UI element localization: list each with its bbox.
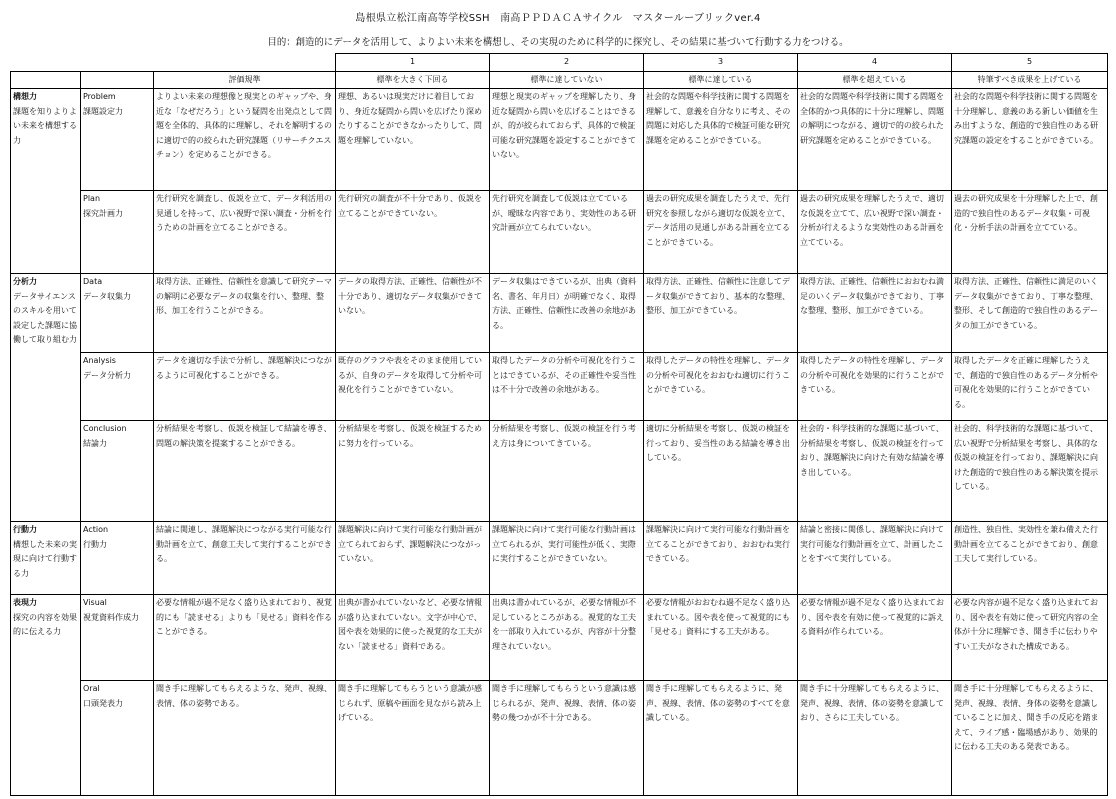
level-cell: 創造性、独自性、実効性を兼ね備えた行動計画を立てることができており、創意工夫して実行している。: [952, 522, 1108, 595]
category-name: 構想力: [13, 92, 37, 101]
subskill-plan: [81, 191, 154, 274]
subskill-ja: 結論力: [83, 438, 107, 448]
subskill-oral: [81, 681, 154, 796]
level-number-spacer: [11, 54, 336, 72]
document-title: 島根県立松江南高等学校SSH 南高ＰＰＤＡＣＡサイクル マスタールーブリックver.4: [355, 13, 761, 24]
level-cell: 理想と現実のギャップを理解したり、身近な疑問から問いを広げることはできるが、的が絞られておらず、具体的で検証可能な研究課題を設定することができていない。: [490, 89, 644, 191]
subskill-ja: データ分析力: [83, 370, 131, 380]
level-cell: 聞き手に理解してもらうという意識が感じられず、原稿や画面を見ながら読み上げている。: [336, 681, 490, 796]
level-cell: 社会的な問題や科学技術に関する問題を全体的かつ具体的に十分に理解し、問題の解明につながる、適切で的の絞られた研究課題を定めることができている。: [798, 89, 952, 191]
criteria-cell: よりよい未来の理想像と現実とのギャップや、身近な「なぜだろう」という疑問を出発点として問題を全体的、具体的に理解し、それを解明するのに適切で的の絞られた研究課題（リサーチクエスチョン）を定めることができる。: [154, 89, 336, 191]
category-cell-hyougen: [11, 595, 81, 796]
level-label: 標準に達していない: [490, 71, 644, 89]
level-label: 標準を超えている: [798, 71, 952, 89]
criteria-cell: 聞き手に理解してもらえるような、発声、視線、表情、体の姿勢である。: [154, 681, 336, 796]
level-cell: 取得したデータの特性を理解し、データの分析や可視化を効果的に行うことができている。: [798, 353, 952, 421]
criteria-cell: 必要な情報が過不足なく盛り込まれており、視覚的にも「読ませる」よりも「見せる」資料を作ることができる。: [154, 595, 336, 681]
level-cell: データ収集はできているが、出典（資料名、書名、年月日）が明確でなく、取得方法、正確性、信頼性に改善の余地がある。: [490, 274, 644, 353]
level-cell: 社会的な問題や科学技術に関する問題を十分理解し、意義のある新しい価値を生み出すような、創造的で独自性のある研究課題の設定をすることができている。: [952, 89, 1108, 191]
subskill-data: [81, 274, 154, 353]
level-label: 特筆すべき成果を上げている: [952, 71, 1108, 89]
level-cell: 分析結果を考察し、仮説を検証するために努力を行っている。: [336, 421, 490, 522]
level-cell: 聞き手に理解してもらうという意識は感じられるが、発声、視線、表情、体の姿勢の幾つかが不十分である。: [490, 681, 644, 796]
criteria-header: 評価規準: [154, 71, 336, 89]
level-cell: 先行研究を調査して仮説は立てているが、曖昧な内容であり、実効性のある研究計画が立てられていない。: [490, 191, 644, 274]
level-cell: 社会的、科学技術的な課題に基づいて、広い視野で分析結果を考察し、具体的な仮説の検証を行っており、課題解決に向けた創造的で独自性のある解決策を提示している。: [952, 421, 1108, 522]
subskill-analysis: [81, 353, 154, 421]
level-cell: 取得方法、正確性、信頼性におおむね満足のいくデータ収集ができており、丁寧な整理、整形、加工ができている。: [798, 274, 952, 353]
subskill-action: [81, 522, 154, 595]
subskill-ja: データ収集力: [83, 291, 131, 301]
criteria-cell: 分析結果を考察し、仮説を検証して結論を導き、問題の解決策を提案することができる。: [154, 421, 336, 522]
criteria-cell: 先行研究を調査し、仮説を立て、データ利活用の見通しを持って、広い視野で深い調査・分析を行うための計画を立てることができる。: [154, 191, 336, 274]
category-cell-koudou: [11, 522, 81, 595]
level-number: 3: [644, 54, 798, 72]
category-description: データサイエンスのスキルを用いて設定した課題に協働して取り組む力: [13, 291, 77, 344]
subskill-en: Problem: [83, 92, 116, 101]
level-cell: 社会的・科学技術的な課題に基づいて、分析結果を考察し、仮説の検証を行っており、課題解決に向けた有効な結論を導き出している。: [798, 421, 952, 522]
level-cell: 出典は書かれているが、必要な情報が不足しているところがある。視覚的な工夫を一部取り入れているが、内容が十分整理されていない。: [490, 595, 644, 681]
category-name: 分析力: [13, 277, 37, 286]
rubric-row-conclusion: [11, 421, 1108, 522]
subskill-ja: 探究計画力: [83, 208, 123, 218]
criteria-cell: 結論に関連し、課題解決につながる実行可能な行動計画を立て、創意工夫して実行することができる。: [154, 522, 336, 595]
header-blank: [81, 71, 154, 89]
level-cell: 取得方法、正確性、信頼性に注意してデータ収集ができており、基本的な整理、整形、加工ができている。: [644, 274, 798, 353]
level-cell: 既存のグラフや表をそのまま使用しているが、自身のデータを取得して分析や可視化を行うことができていない。: [336, 353, 490, 421]
category-name: 表現力: [13, 598, 37, 607]
subskill-ja: 口頭発表力: [83, 698, 123, 708]
level-cell: 過去の研究成果を十分理解した上で、創造的で独自性のあるデータ収集・可視化・分析手法の計画を立てている。: [952, 191, 1108, 274]
category-cell-kousou: [11, 89, 81, 274]
level-cell: 必要な情報が過不足なく盛り込まれており、図や表を有効に使って視覚的に訴える資料が作られている。: [798, 595, 952, 681]
level-cell: 必要な情報がおおむね過不足なく盛り込まれている。図や表を使って視覚的にも「見せる」資料にする工夫がある。: [644, 595, 798, 681]
rubric-table: [10, 53, 1108, 796]
rubric-row-visual: [11, 595, 1108, 681]
level-cell: 適切に分析結果を考察し、仮説の検証を行っており、妥当性のある結論を導き出している。: [644, 421, 798, 522]
category-description: 探究の内容を効果的に伝える力: [13, 612, 77, 636]
level-cell: 理想、あるいは現実だけに着目しており、身近な疑問から問いを広げたり深めたりすることができなかったりして、問題を理解していない。: [336, 89, 490, 191]
level-cell: データの取得方法、正確性、信頼性が不十分であり、適切なデータ収集ができていない。: [336, 274, 490, 353]
level-cell: 過去の研究成果を理解したうえで、適切な仮説を立てて、広い視野で深い調査・分析が行えるような実効性のある計画を立てている。: [798, 191, 952, 274]
subskill-en: Conclusion: [83, 424, 127, 433]
subskill-problem: [81, 89, 154, 191]
level-number: 4: [798, 54, 952, 72]
subskill-ja: 視覚資料作成力: [83, 612, 139, 622]
level-cell: 出典が書かれていないなど、必要な情報が盛り込まれていない。文字が中心で、図や表を効果的に使った視覚的な工夫がない「読ませる」資料である。: [336, 595, 490, 681]
subskill-en: Analysis: [83, 356, 116, 365]
level-cell: 聞き手に十分理解してもらえるように、発声、視線、表情、身体の姿勢を意識していることに加え、聞き手の反応を踏まえて、ライブ感・臨場感があり、効果的に伝わる工夫のある発表である。: [952, 681, 1108, 796]
level-cell: 課題解決に向けて実行可能な行動計画は立てられるが、実行可能性が低く、実際に実行することができていない。: [490, 522, 644, 595]
level-cell: 分析結果を考察し、仮説の検証を行う考え方は身についてきている。: [490, 421, 644, 522]
subskill-en: Action: [83, 525, 109, 534]
level-cell: 取得したデータを正確に理解したうえで、創造的で独自性のあるデータ分析や可視化を効果的に行うことができている。: [952, 353, 1108, 421]
level-cell: 課題解決に向けて実行可能な行動計画が立てられておらず、課題解決につながっていない。: [336, 522, 490, 595]
level-cell: 先行研究の調査が不十分であり、仮説を立てることができていない。: [336, 191, 490, 274]
subskill-en: Data: [83, 277, 103, 286]
level-cell: 課題解決に向けて実行可能な行動計画を立てることができており、おおむね実行できている。: [644, 522, 798, 595]
level-label: 標準を大きく下回る: [336, 71, 490, 89]
header-blank: [11, 71, 81, 89]
level-number-row: [11, 54, 1108, 72]
subskill-conclusion: [81, 421, 154, 522]
subskill-visual: [81, 595, 154, 681]
document-purpose: 目的：創造的にデータを活用して、よりよい未来を構想し、その実現のために科学的に探究し、その結果に基づいて行動する力をつける。: [267, 37, 849, 48]
subskill-ja: 行動力: [83, 539, 107, 549]
level-cell: 取得したデータの特性を理解し、データの分析や可視化をおおむね適切に行うことができている。: [644, 353, 798, 421]
level-cell: 過去の研究成果を調査したうえで、先行研究を参照しながら適切な仮説を立て、データ活用の見通しがある計画を立てることができている。: [644, 191, 798, 274]
rubric-row-oral: [11, 681, 1108, 796]
rubric-row-problem: [11, 89, 1108, 191]
subskill-en: Plan: [83, 194, 101, 203]
level-cell: 結論と密接に関係し、課題解決に向けて実行可能な行動計画を立て、計画したことをすべて実行している。: [798, 522, 952, 595]
rubric-row-action: [11, 522, 1108, 595]
level-cell: 必要な内容が過不足なく盛り込まれており、図や表を有効に使って研究内容の全体が十分に理解でき、聞き手に伝わりやすい工夫がなされた構成である。: [952, 595, 1108, 681]
level-number: 5: [952, 54, 1108, 72]
criteria-cell: 取得方法、正確性、信頼性を意識して研究テーマの解明に必要なデータの収集を行い、整理、整形、加工を行うことができる。: [154, 274, 336, 353]
category-name: 行動力: [13, 525, 37, 534]
level-number: 1: [336, 54, 490, 72]
rubric-row-data: [11, 274, 1108, 353]
criteria-cell: データを適切な手法で分析し、課題解決につながるように可視化することができる。: [154, 353, 336, 421]
level-cell: 取得したデータの分析や可視化を行うことはできているが、その正確性や妥当性は不十分で改善の余地がある。: [490, 353, 644, 421]
header-row: [11, 71, 1108, 89]
level-label: 標準に達している: [644, 71, 798, 89]
subskill-en: Oral: [83, 684, 100, 693]
category-description: 課題を知りよりよい未来を構想する力: [13, 106, 77, 145]
rubric-row-analysis: [11, 353, 1108, 421]
subskill-ja: 課題設定力: [83, 106, 123, 116]
level-cell: 聞き手に十分理解してもらえるように、発声、視線、表情、体の姿勢を意識しており、さらに工夫している。: [798, 681, 952, 796]
subskill-en: Visual: [83, 598, 107, 607]
category-cell-bunseki: [11, 274, 81, 522]
level-cell: 聞き手に理解してもらえるように、発声、視線、表情、体の姿勢のすべてを意識している。: [644, 681, 798, 796]
level-cell: 社会的な問題や科学技術に関する問題を理解して、意義を自分なりに考え、その問題に対応した具体的で検証可能な研究課題を定めることができている。: [644, 89, 798, 191]
category-description: 構想した未来の実現に向けて行動する力: [13, 539, 77, 578]
level-cell: 取得方法、正確性、信頼性に満足のいくデータ収集ができており、丁寧な整理、整形、そして創造的で独自性のあるデータの加工ができている。: [952, 274, 1108, 353]
level-number: 2: [490, 54, 644, 72]
rubric-row-plan: [11, 191, 1108, 274]
